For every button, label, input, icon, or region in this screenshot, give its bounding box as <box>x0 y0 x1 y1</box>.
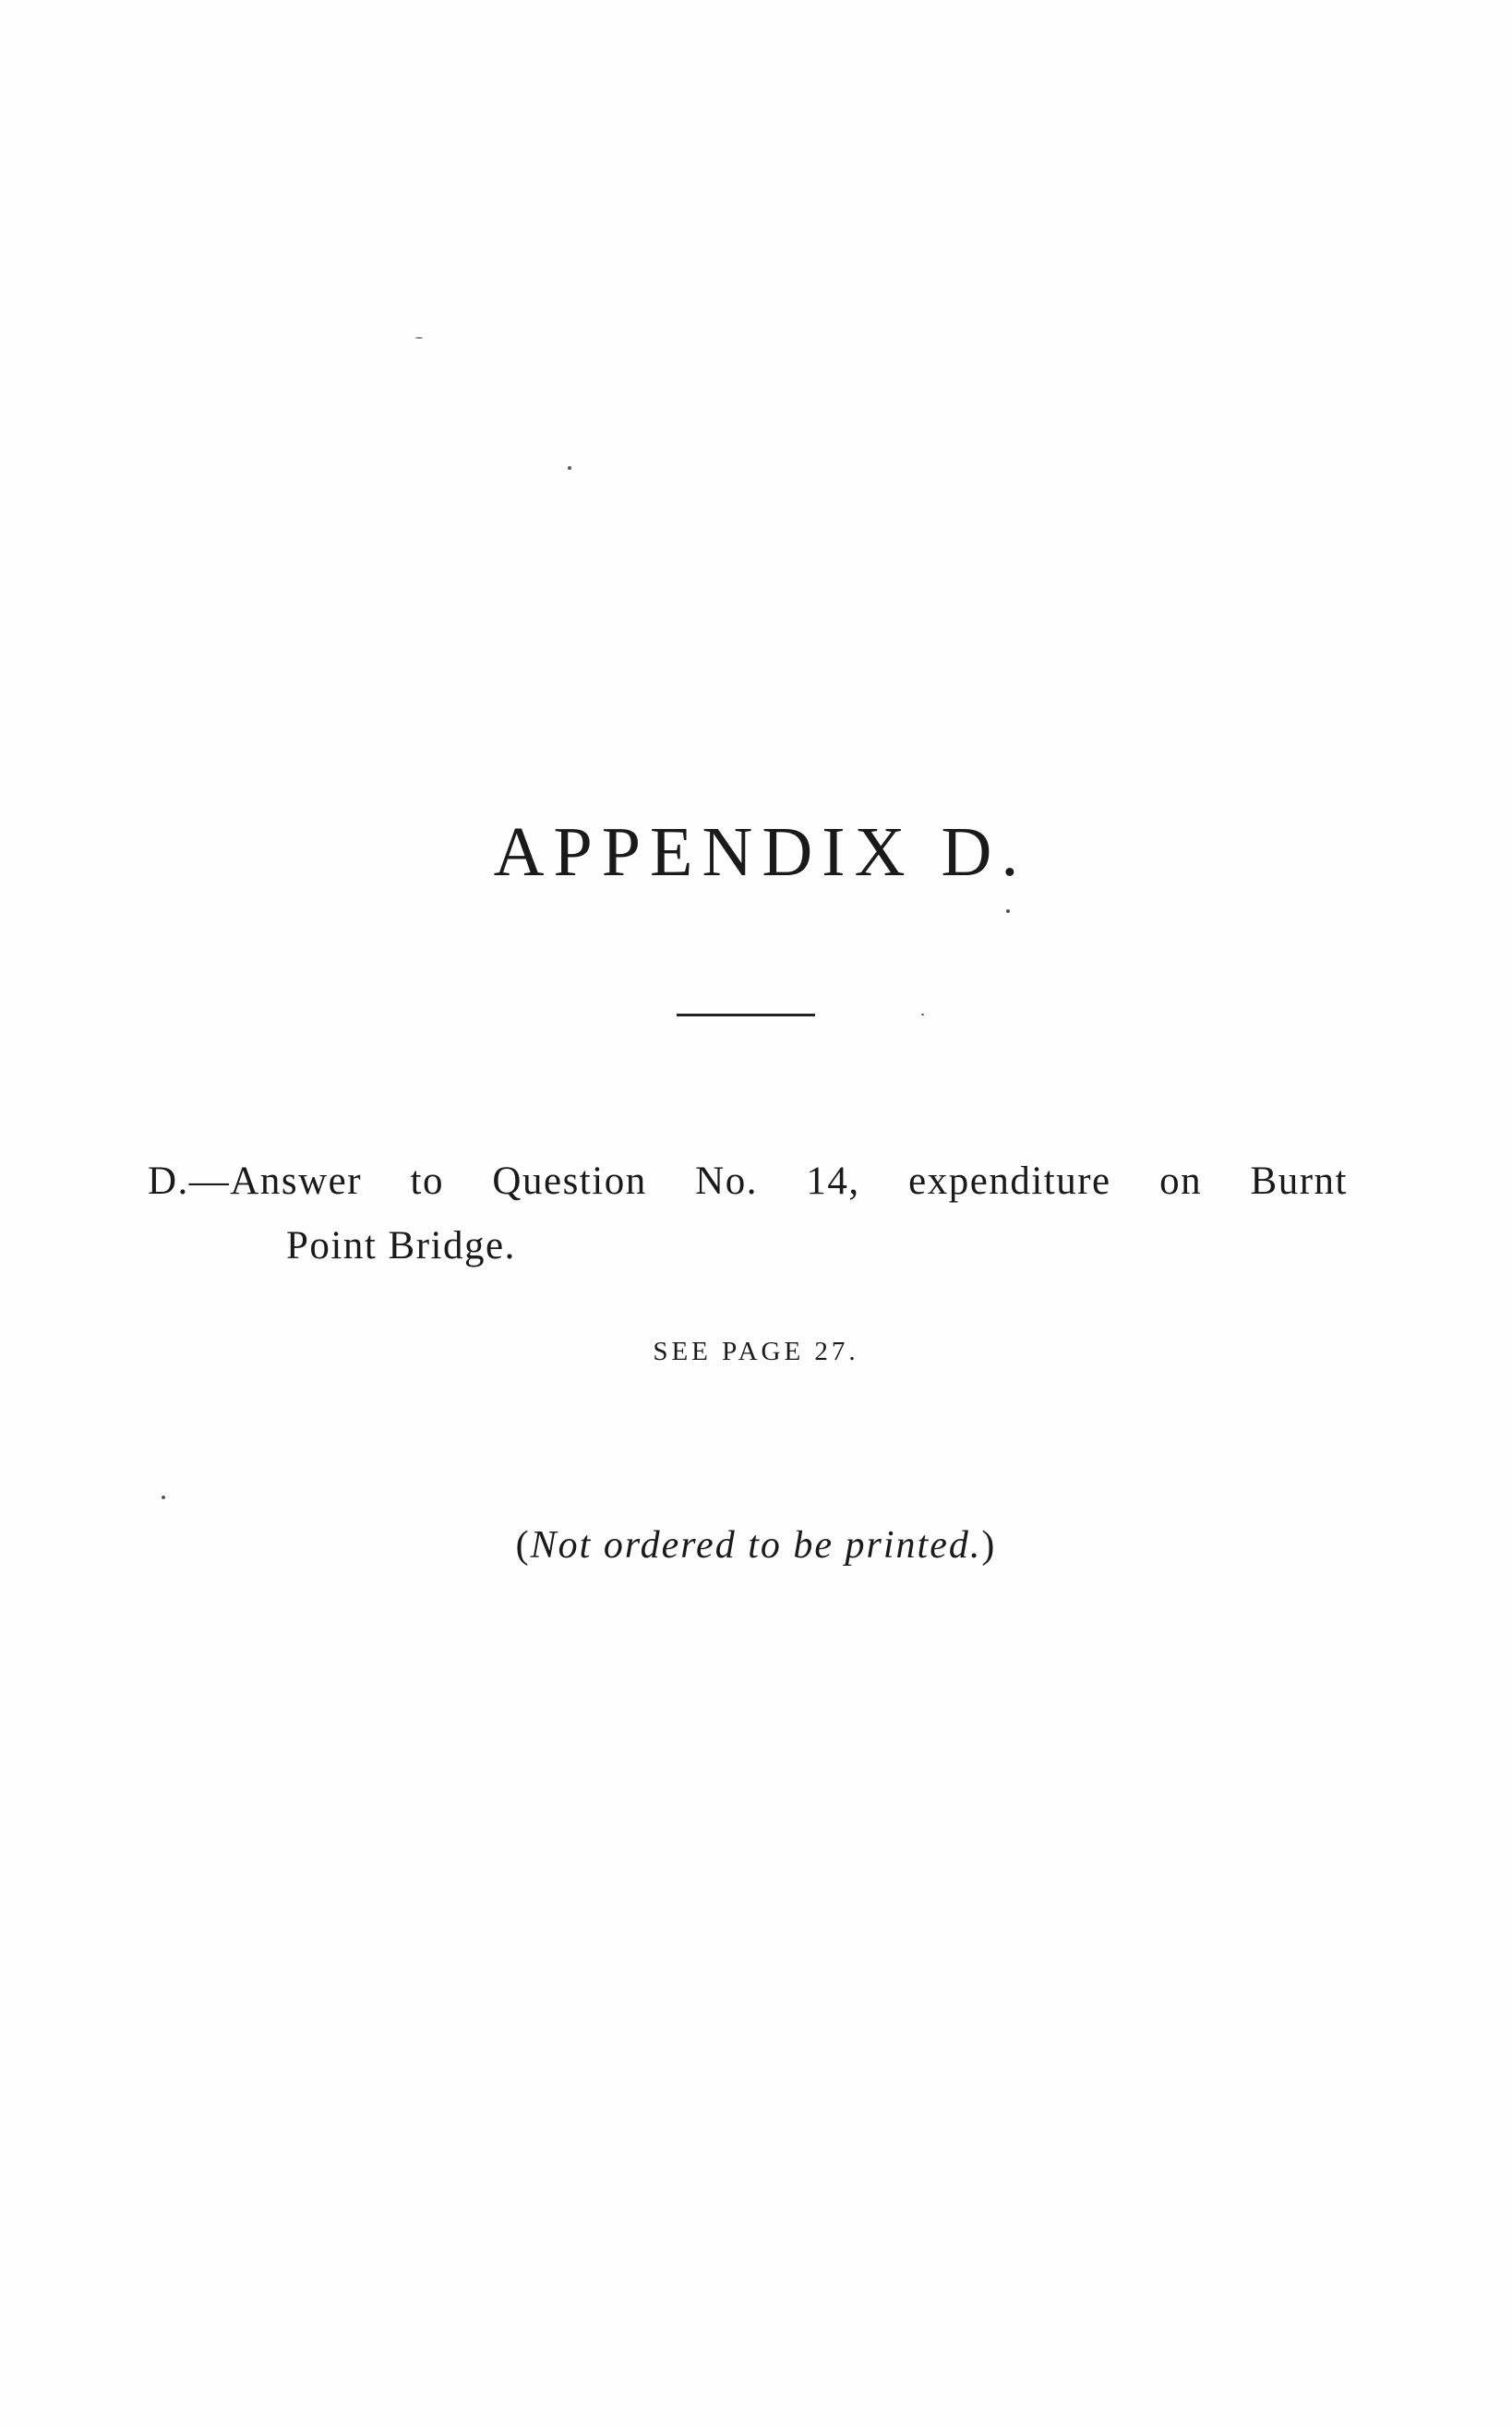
scan-speck <box>162 1496 165 1499</box>
scan-speck <box>415 337 423 339</box>
print-note-open-paren: ( <box>515 1524 531 1567</box>
page-title: APPENDIX D. <box>493 813 1028 891</box>
scan-speck <box>568 466 571 470</box>
page-reference: SEE PAGE 27. <box>653 1337 859 1366</box>
print-note-close-paren: ) <box>981 1524 997 1567</box>
print-note-text: Not ordered to be printed. <box>530 1524 982 1567</box>
title-rule-divider <box>677 1014 815 1016</box>
scan-speck <box>921 1014 924 1015</box>
appendix-entry <box>148 1149 1348 1279</box>
print-note <box>0 1523 1512 1568</box>
appendix-entry-line-1: D.—Answer to Question No. 14, expenditure on Burnt <box>148 1159 1348 1203</box>
scan-speck <box>1006 909 1010 913</box>
appendix-entry-line-2: Point Bridge. <box>286 1224 516 1268</box>
